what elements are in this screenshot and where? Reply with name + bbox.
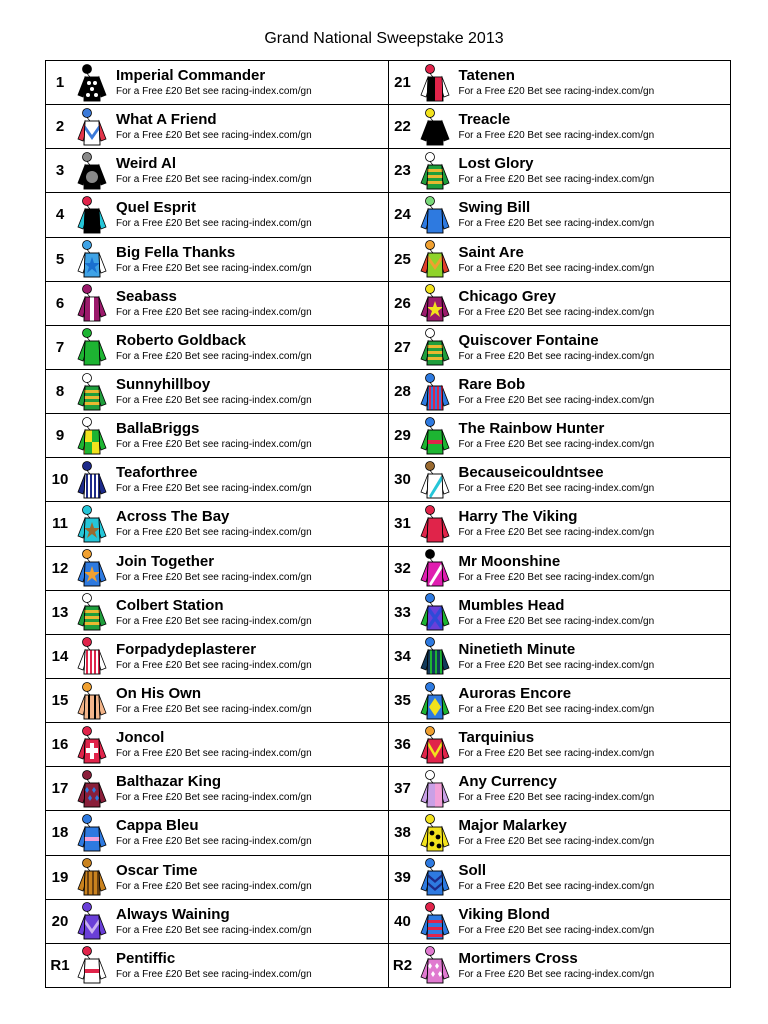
runner-number: 38 bbox=[394, 824, 411, 842]
horse-name: Treacle bbox=[458, 111, 511, 129]
runner-row bbox=[46, 723, 388, 767]
promo-text: For a Free £20 Bet see racing-index.com/gn bbox=[458, 748, 655, 760]
horse-name: Big Fella Thanks bbox=[116, 243, 236, 261]
runner-row bbox=[46, 900, 388, 944]
runner-info bbox=[116, 685, 312, 716]
runner-info bbox=[116, 773, 312, 804]
runner-row bbox=[46, 193, 388, 237]
runner-row bbox=[46, 767, 388, 811]
runner-number: 4 bbox=[55, 206, 65, 224]
runner-row bbox=[389, 547, 731, 591]
runner-number: 6 bbox=[55, 294, 65, 312]
horse-name: What A Friend bbox=[116, 111, 217, 129]
promo-text: For a Free £20 Bet see racing-index.com/gn bbox=[116, 439, 312, 451]
horse-name: Mr Moonshine bbox=[458, 552, 561, 570]
runner-row bbox=[389, 326, 731, 370]
horse-name: Lost Glory bbox=[458, 155, 534, 173]
horse-name: Cappa Bleu bbox=[116, 817, 199, 835]
promo-text: For a Free £20 Bet see racing-index.com/gn bbox=[116, 615, 312, 627]
horse-name: Saint Are bbox=[458, 243, 524, 261]
jockey-silks-icon bbox=[74, 460, 110, 500]
runner-row bbox=[46, 414, 388, 458]
runner-info bbox=[459, 376, 655, 407]
runner-row bbox=[389, 502, 731, 546]
jockey-silks-icon bbox=[417, 372, 453, 412]
jockey-silks-icon bbox=[417, 239, 453, 279]
jockey-silks-icon bbox=[417, 63, 453, 103]
runner-info bbox=[459, 950, 655, 981]
runner-row bbox=[46, 149, 388, 193]
jockey-silks-icon bbox=[417, 416, 453, 456]
runner-row bbox=[389, 679, 731, 723]
runner-info bbox=[116, 729, 312, 760]
horse-name: Pentiffic bbox=[116, 949, 176, 967]
runner-row bbox=[389, 282, 731, 326]
promo-text: For a Free £20 Bet see racing-index.com/gn bbox=[458, 395, 655, 407]
promo-text: For a Free £20 Bet see racing-index.com/gn bbox=[116, 350, 312, 362]
runner-info bbox=[116, 288, 312, 319]
promo-text: For a Free £20 Bet see racing-index.com/gn bbox=[116, 748, 312, 760]
runner-row bbox=[46, 679, 388, 723]
runner-number: 39 bbox=[394, 868, 411, 886]
jockey-silks-icon bbox=[74, 416, 110, 456]
runner-row bbox=[46, 944, 388, 987]
horse-name: Auroras Encore bbox=[458, 685, 572, 703]
runner-number: 16 bbox=[51, 736, 69, 754]
runner-info bbox=[116, 199, 312, 230]
runner-info bbox=[459, 729, 655, 760]
promo-text: For a Free £20 Bet see racing-index.com/gn bbox=[458, 483, 655, 495]
runner-number: 25 bbox=[394, 250, 411, 268]
runner-info bbox=[116, 950, 312, 981]
runner-number: 20 bbox=[51, 912, 69, 930]
runner-number: 40 bbox=[394, 912, 411, 930]
runner-number: 33 bbox=[394, 603, 411, 621]
jockey-silks-icon bbox=[74, 548, 110, 588]
runner-info bbox=[459, 67, 655, 98]
runner-number: 7 bbox=[55, 338, 65, 356]
jockey-silks-icon bbox=[417, 504, 453, 544]
horse-name: BallaBriggs bbox=[116, 420, 200, 438]
promo-text: For a Free £20 Bet see racing-index.com/gn bbox=[458, 659, 655, 671]
runner-number: 35 bbox=[394, 692, 411, 710]
jockey-silks-icon bbox=[417, 636, 453, 676]
promo-text: For a Free £20 Bet see racing-index.com/gn bbox=[116, 792, 312, 804]
runner-row bbox=[389, 811, 731, 855]
runner-number: 36 bbox=[394, 736, 411, 754]
promo-text: For a Free £20 Bet see racing-index.com/gn bbox=[116, 704, 312, 716]
runner-info bbox=[459, 641, 655, 672]
promo-text: For a Free £20 Bet see racing-index.com/gn bbox=[458, 880, 655, 892]
horse-name: Weird Al bbox=[116, 155, 177, 173]
runner-number: 21 bbox=[394, 74, 411, 92]
runner-row bbox=[46, 458, 388, 502]
promo-text: For a Free £20 Bet see racing-index.com/gn bbox=[458, 924, 655, 936]
promo-text: For a Free £20 Bet see racing-index.com/gn bbox=[458, 350, 655, 362]
runner-info bbox=[459, 111, 655, 142]
runner-row bbox=[46, 547, 388, 591]
runner-info bbox=[459, 597, 655, 628]
promo-text: For a Free £20 Bet see racing-index.com/gn bbox=[116, 968, 312, 980]
runner-number: 3 bbox=[55, 162, 65, 180]
runner-info bbox=[459, 773, 655, 804]
runner-info bbox=[116, 155, 312, 186]
jockey-silks-icon bbox=[417, 769, 453, 809]
promo-text: For a Free £20 Bet see racing-index.com/gn bbox=[458, 704, 655, 716]
runner-info bbox=[459, 862, 655, 893]
promo-text: For a Free £20 Bet see racing-index.com/gn bbox=[458, 86, 655, 98]
horse-name: Seabass bbox=[116, 287, 177, 305]
runner-info bbox=[116, 420, 312, 451]
runner-info bbox=[116, 332, 312, 363]
jockey-silks-icon bbox=[417, 813, 453, 853]
runner-number: 12 bbox=[51, 559, 69, 577]
runner-info bbox=[459, 420, 655, 451]
horse-name: Chicago Grey bbox=[458, 287, 557, 305]
runner-row bbox=[389, 767, 731, 811]
runner-number: 19 bbox=[51, 868, 69, 886]
runner-row bbox=[389, 900, 731, 944]
runner-number: 37 bbox=[394, 780, 411, 798]
runner-number: 28 bbox=[394, 383, 411, 401]
jockey-silks-icon bbox=[417, 681, 453, 721]
promo-text: For a Free £20 Bet see racing-index.com/gn bbox=[116, 924, 312, 936]
column-right bbox=[389, 61, 731, 987]
runner-info bbox=[459, 685, 655, 716]
jockey-silks-icon bbox=[74, 681, 110, 721]
runner-info bbox=[116, 67, 312, 98]
horse-name: Tarquinius bbox=[458, 729, 535, 747]
horse-name: Teaforthree bbox=[116, 464, 198, 482]
horse-name: Any Currency bbox=[458, 773, 557, 791]
runner-info bbox=[116, 464, 312, 495]
runner-number: 8 bbox=[55, 383, 65, 401]
jockey-silks-icon bbox=[74, 107, 110, 147]
horse-name: Sunnyhillboy bbox=[116, 376, 211, 394]
runner-row bbox=[46, 370, 388, 414]
promo-text: For a Free £20 Bet see racing-index.com/gn bbox=[458, 306, 655, 318]
horse-name: Quiscover Fontaine bbox=[458, 331, 599, 349]
runner-info bbox=[459, 508, 655, 539]
jockey-silks-icon bbox=[417, 548, 453, 588]
runner-number: 15 bbox=[51, 692, 69, 710]
horse-name: Soll bbox=[458, 861, 487, 879]
runner-info bbox=[459, 464, 655, 495]
horse-name: Swing Bill bbox=[458, 199, 531, 217]
runner-number: 31 bbox=[394, 515, 411, 533]
jockey-silks-icon bbox=[417, 283, 453, 323]
jockey-silks-icon bbox=[74, 63, 110, 103]
runner-info bbox=[116, 862, 312, 893]
runner-number: R1 bbox=[50, 956, 70, 974]
page-title: Grand National Sweepstake 2013 bbox=[264, 30, 504, 47]
horse-name: Joncol bbox=[116, 729, 165, 747]
jockey-silks-icon bbox=[74, 504, 110, 544]
sweepstake-table bbox=[45, 60, 731, 988]
runner-info bbox=[116, 906, 312, 937]
runner-number: 9 bbox=[55, 427, 65, 445]
runner-info bbox=[459, 199, 655, 230]
jockey-silks-icon bbox=[74, 195, 110, 235]
horse-name: Colbert Station bbox=[116, 596, 224, 614]
runner-row bbox=[46, 238, 388, 282]
runner-row bbox=[46, 502, 388, 546]
runner-info bbox=[459, 155, 655, 186]
horse-name: Ninetieth Minute bbox=[458, 640, 576, 658]
promo-text: For a Free £20 Bet see racing-index.com/gn bbox=[458, 218, 655, 230]
horse-name: Oscar Time bbox=[116, 861, 198, 879]
runner-row bbox=[46, 282, 388, 326]
runner-row bbox=[389, 238, 731, 282]
promo-text: For a Free £20 Bet see racing-index.com/gn bbox=[458, 262, 655, 274]
runner-row bbox=[389, 61, 731, 105]
jockey-silks-icon bbox=[417, 327, 453, 367]
runner-info bbox=[116, 111, 312, 142]
runner-number: R2 bbox=[392, 956, 413, 974]
horse-name: Mortimers Cross bbox=[458, 949, 578, 967]
runner-number: 24 bbox=[394, 206, 411, 224]
runner-info bbox=[459, 288, 655, 319]
runner-number: 34 bbox=[394, 647, 411, 665]
jockey-silks-icon bbox=[417, 107, 453, 147]
jockey-silks-icon bbox=[74, 725, 110, 765]
promo-text: For a Free £20 Bet see racing-index.com/gn bbox=[116, 659, 312, 671]
jockey-silks-icon bbox=[74, 813, 110, 853]
runner-row bbox=[389, 149, 731, 193]
runner-number: 2 bbox=[55, 118, 65, 136]
runner-info bbox=[459, 332, 655, 363]
horse-name: On His Own bbox=[116, 685, 202, 703]
runner-number: 18 bbox=[51, 824, 69, 842]
runner-info bbox=[459, 817, 655, 848]
runner-row bbox=[389, 370, 731, 414]
runner-row bbox=[46, 591, 388, 635]
promo-text: For a Free £20 Bet see racing-index.com/gn bbox=[458, 527, 655, 539]
promo-text: For a Free £20 Bet see racing-index.com/gn bbox=[458, 571, 655, 583]
runner-row bbox=[389, 591, 731, 635]
jockey-silks-icon bbox=[74, 769, 110, 809]
promo-text: For a Free £20 Bet see racing-index.com/gn bbox=[116, 174, 312, 186]
promo-text: For a Free £20 Bet see racing-index.com/gn bbox=[116, 395, 312, 407]
jockey-silks-icon bbox=[417, 460, 453, 500]
column-left bbox=[46, 61, 389, 987]
jockey-silks-icon bbox=[74, 592, 110, 632]
horse-name: Becauseicouldntsee bbox=[458, 464, 604, 482]
horse-name: Rare Bob bbox=[458, 376, 526, 394]
jockey-silks-icon bbox=[417, 195, 453, 235]
horse-name: Imperial Commander bbox=[116, 67, 266, 85]
jockey-silks-icon bbox=[417, 901, 453, 941]
runner-info bbox=[459, 906, 655, 937]
runner-row bbox=[46, 61, 388, 105]
jockey-silks-icon bbox=[417, 725, 453, 765]
promo-text: For a Free £20 Bet see racing-index.com/gn bbox=[458, 968, 655, 980]
jockey-silks-icon bbox=[417, 592, 453, 632]
horse-name: Viking Blond bbox=[458, 905, 550, 923]
runner-info bbox=[116, 244, 312, 275]
promo-text: For a Free £20 Bet see racing-index.com/gn bbox=[116, 880, 312, 892]
horse-name: Always Waining bbox=[116, 905, 230, 923]
promo-text: For a Free £20 Bet see racing-index.com/gn bbox=[458, 174, 655, 186]
runner-number: 14 bbox=[51, 647, 69, 665]
runner-row bbox=[389, 635, 731, 679]
runner-info bbox=[459, 244, 655, 275]
jockey-silks-icon bbox=[74, 283, 110, 323]
runner-row bbox=[46, 105, 388, 149]
runner-row bbox=[46, 811, 388, 855]
runner-row bbox=[389, 723, 731, 767]
runner-info bbox=[116, 597, 312, 628]
runner-row bbox=[389, 458, 731, 502]
jockey-silks-icon bbox=[417, 857, 453, 897]
promo-text: For a Free £20 Bet see racing-index.com/gn bbox=[116, 836, 312, 848]
runner-info bbox=[116, 553, 312, 584]
runner-number: 32 bbox=[394, 559, 411, 577]
runner-number: 1 bbox=[55, 74, 65, 92]
jockey-silks-icon bbox=[74, 372, 110, 412]
promo-text: For a Free £20 Bet see racing-index.com/gn bbox=[458, 836, 655, 848]
jockey-silks-icon bbox=[417, 151, 453, 191]
runner-info bbox=[116, 817, 312, 848]
runner-number: 27 bbox=[394, 338, 411, 356]
runner-number: 30 bbox=[394, 471, 411, 489]
jockey-silks-icon bbox=[74, 239, 110, 279]
horse-name: Mumbles Head bbox=[458, 596, 565, 614]
runner-number: 11 bbox=[52, 515, 68, 533]
horse-name: Major Malarkey bbox=[458, 817, 567, 835]
jockey-silks-icon bbox=[74, 945, 110, 985]
runner-number: 10 bbox=[51, 471, 69, 489]
runner-number: 17 bbox=[51, 780, 69, 798]
runner-row bbox=[46, 635, 388, 679]
promo-text: For a Free £20 Bet see racing-index.com/gn bbox=[116, 571, 312, 583]
jockey-silks-icon bbox=[74, 901, 110, 941]
promo-text: For a Free £20 Bet see racing-index.com/gn bbox=[458, 439, 655, 451]
runner-row bbox=[389, 856, 731, 900]
promo-text: For a Free £20 Bet see racing-index.com/gn bbox=[458, 615, 655, 627]
runner-number: 22 bbox=[394, 118, 411, 136]
runner-row bbox=[389, 105, 731, 149]
jockey-silks-icon bbox=[417, 945, 453, 985]
jockey-silks-icon bbox=[74, 151, 110, 191]
runner-number: 29 bbox=[394, 427, 411, 445]
jockey-silks-icon bbox=[74, 636, 110, 676]
runner-row bbox=[46, 326, 388, 370]
horse-name: The Rainbow Hunter bbox=[458, 420, 605, 438]
promo-text: For a Free £20 Bet see racing-index.com/gn bbox=[116, 527, 312, 539]
promo-text: For a Free £20 Bet see racing-index.com/gn bbox=[116, 130, 312, 142]
runner-info bbox=[116, 376, 312, 407]
promo-text: For a Free £20 Bet see racing-index.com/gn bbox=[116, 218, 312, 230]
horse-name: Roberto Goldback bbox=[116, 331, 247, 349]
runner-row bbox=[389, 414, 731, 458]
promo-text: For a Free £20 Bet see racing-index.com/gn bbox=[116, 262, 312, 274]
runner-number: 13 bbox=[51, 603, 69, 621]
horse-name: Join Together bbox=[116, 552, 215, 570]
promo-text: For a Free £20 Bet see racing-index.com/gn bbox=[116, 483, 312, 495]
runner-info bbox=[116, 641, 312, 672]
jockey-silks-icon bbox=[74, 857, 110, 897]
promo-text: For a Free £20 Bet see racing-index.com/gn bbox=[116, 306, 312, 318]
runner-number: 5 bbox=[55, 250, 65, 268]
horse-name: Across The Bay bbox=[116, 508, 230, 526]
horse-name: Tatenen bbox=[458, 67, 515, 85]
jockey-silks-icon bbox=[74, 327, 110, 367]
runner-row bbox=[389, 944, 731, 987]
promo-text: For a Free £20 Bet see racing-index.com/gn bbox=[458, 130, 655, 142]
runner-row bbox=[46, 856, 388, 900]
horse-name: Quel Esprit bbox=[116, 199, 197, 217]
runner-number: 26 bbox=[394, 294, 411, 312]
runner-info bbox=[459, 553, 655, 584]
runner-number: 23 bbox=[394, 162, 411, 180]
promo-text: For a Free £20 Bet see racing-index.com/gn bbox=[458, 792, 655, 804]
runner-row bbox=[389, 193, 731, 237]
horse-name: Balthazar King bbox=[116, 773, 222, 791]
promo-text: For a Free £20 Bet see racing-index.com/gn bbox=[116, 86, 312, 98]
horse-name: Forpadydeplasterer bbox=[116, 640, 257, 658]
horse-name: Harry The Viking bbox=[458, 508, 578, 526]
runner-info bbox=[116, 508, 312, 539]
